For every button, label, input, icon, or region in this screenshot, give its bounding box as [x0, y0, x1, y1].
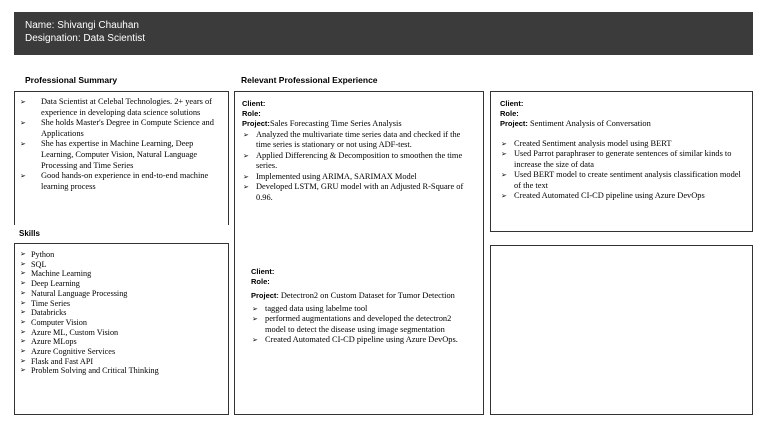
skill-item: ➢ Python [19, 250, 224, 260]
client-label: Client: [500, 99, 524, 108]
project3-list [500, 139, 746, 203]
project3-item: ➢ Used BERT model to create sentiment analysis classification model of the text [500, 170, 746, 191]
skill-item: ➢ SQL [19, 260, 224, 270]
summary-item: ➢ She has expertise in Machine Learning, Deep Learning, Computer Vision, Natural Language Processing and Time Series [19, 139, 224, 171]
project1-item: ➢ Analyzed the multivariate time series data and checked if the time series is stationary or not using ADF-test. [242, 130, 477, 151]
project-name: Sentiment Analysis of Conversation [530, 119, 651, 128]
skill-item: ➢ Problem Solving and Critical Thinking [19, 366, 224, 376]
summary-list [19, 97, 224, 192]
role-label: Role: [500, 109, 519, 118]
project1-list [242, 130, 477, 204]
skill-item: ➢ Azure Cognitive Services [19, 347, 224, 357]
skill-item: ➢ Machine Learning [19, 269, 224, 279]
project3-item: ➢ Created Sentiment analysis model using BERT [500, 139, 746, 150]
skills-box [14, 243, 229, 415]
profile-header [14, 12, 753, 55]
project3-item: ➢ Created Automated CI-CD pipeline using Azure DevOps [500, 191, 746, 202]
skills-heading: Skills [19, 229, 40, 238]
experience-heading: Relevant Professional Experience [241, 75, 378, 85]
project1-item: ➢ Applied Differencing & Decomposition to smoothen the time series. [242, 151, 477, 172]
skill-item: ➢ Databricks [19, 308, 224, 318]
empty-box [490, 245, 753, 415]
project1-block [242, 99, 477, 204]
project-label: Project: [500, 119, 528, 128]
project-name: Sales Forecasting Time Series Analysis [269, 119, 402, 128]
skills-list [19, 250, 224, 376]
project2-title [251, 291, 466, 302]
summary-item: ➢ She holds Master's Degree in Compute Science and Applications [19, 118, 224, 139]
project1-title [242, 119, 477, 130]
skill-item: ➢ Deep Learning [19, 279, 224, 289]
project2-list [251, 304, 466, 346]
summary-heading: Professional Summary [25, 75, 118, 85]
project1-item: ➢ Developed LSTM, GRU model with an Adjusted R-Square of 0.96. [242, 182, 477, 203]
client-label: Client: [242, 99, 266, 108]
project1-item: ➢ Implemented using ARIMA, SARIMAX Model [242, 172, 477, 183]
skill-item: ➢ Azure MLops [19, 337, 224, 347]
project2-item: ➢ performed augmentations and developed the detectron2 model to detect the disease using image segmentation [251, 314, 466, 335]
skill-item: ➢ Azure ML, Custom Vision [19, 328, 224, 338]
designation-label: Designation: Data Scientist [25, 33, 146, 44]
summary-box [14, 91, 229, 225]
project-label: Project [251, 291, 277, 300]
name-label: Name: Shivangi Chauhan [25, 20, 139, 31]
project2-block [251, 267, 466, 346]
skill-item: ➢ Natural Language Processing [19, 289, 224, 299]
experience-box-right [490, 91, 753, 232]
project-name: : Detectron2 on Custom Dataset for Tumor Detection [276, 291, 455, 300]
experience-box-main [234, 91, 484, 415]
skill-item: ➢ Time Series [19, 299, 224, 309]
skill-item: ➢ Flask and Fast API [19, 357, 224, 367]
project3-item: ➢ Used Parrot paraphraser to generate sentences of similar kinds to increase the size of data [500, 149, 746, 170]
project2-item: ➢ tagged data using labelme tool [251, 304, 466, 315]
summary-item: ➢ Data Scientist at Celebal Technologies. 2+ years of experience in developing data science solutions [19, 97, 224, 118]
project3-title [500, 119, 746, 130]
role-label: Role: [242, 109, 261, 118]
project2-item: ➢ Created Automated CI-CD pipeline using Azure DevOps. [251, 335, 466, 346]
project-label: Project: [242, 119, 270, 128]
role-label: Role: [251, 277, 270, 286]
client-label: Client: [251, 267, 275, 276]
skill-item: ➢ Computer Vision [19, 318, 224, 328]
summary-item: ➢ Good hands-on experience in end-to-end machine learning process [19, 171, 224, 192]
